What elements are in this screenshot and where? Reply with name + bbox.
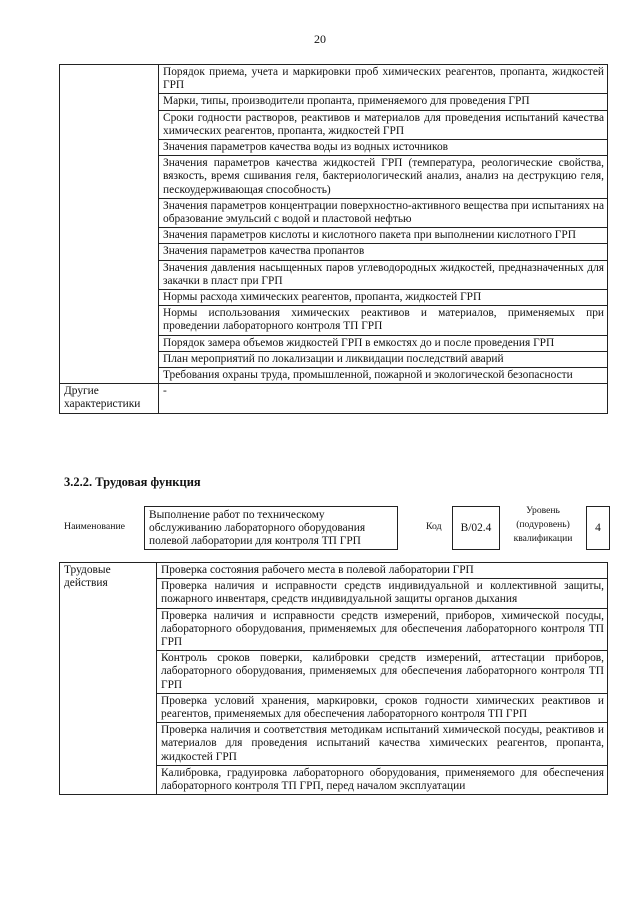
requirement-cell: План мероприятий по локализации и ликвидации последствий аварий bbox=[159, 351, 608, 367]
requirement-cell: Значения параметров кислоты и кислотного пакета при выполнении кислотного ГРП bbox=[159, 228, 608, 244]
requirement-cell: Нормы использования химических реактивов и материалов, применяемых при проведении лабораторного контроля ТП ГРП bbox=[159, 306, 608, 335]
level-label: Уровень (подуровень) квалификации bbox=[513, 505, 573, 544]
code-label: Код bbox=[426, 521, 442, 532]
requirement-cell: Значения давления насыщенных паров углеводородных жидкостей, предназначенных для закачки в пласт при ГРП bbox=[159, 260, 608, 289]
knowledge-table bbox=[59, 64, 608, 414]
requirement-cell: Значения параметров качества пропантов bbox=[159, 244, 608, 260]
requirement-cell: Нормы расхода химических реагентов, пропанта, жидкостей ГРП bbox=[159, 290, 608, 306]
requirement-cell: Требования охраны труда, промышленной, пожарной и экологической безопасности bbox=[159, 368, 608, 384]
actions-label: Трудовые действия bbox=[60, 563, 157, 795]
function-header bbox=[64, 500, 610, 558]
name-label: Наименование bbox=[64, 521, 126, 532]
knowledge-label-cell bbox=[60, 65, 159, 384]
other-characteristics-value: - bbox=[159, 384, 608, 413]
level-value: 4 bbox=[586, 506, 610, 550]
action-cell: Проверка наличия и исправности средств индивидуальной и коллективной защиты, пожарного инвентаря, средств индивидуальной защиты органов дыхания bbox=[157, 579, 608, 608]
other-characteristics-label: Другие характеристики bbox=[60, 384, 159, 413]
action-cell: Калибровка, градуировка лабораторного оборудования, применяемого для обеспечения лабораторного контроля ТП ГРП, перед началом эксплуатации bbox=[157, 765, 608, 794]
requirement-cell: Значения параметров качества воды из водных источников bbox=[159, 140, 608, 156]
requirement-cell: Порядок приема, учета и маркировки проб химических реагентов, пропанта, жидкостей ГРП bbox=[159, 65, 608, 94]
action-cell: Проверка наличия и соответствия методикам испытаний химической посуды, реактивов и материалов для проведения испытаний качества химических реагентов, пропанта, жидкостей ГРП bbox=[157, 723, 608, 766]
requirement-cell: Порядок замера объемов жидкостей ГРП в емкостях до и после проведения ГРП bbox=[159, 335, 608, 351]
requirement-cell: Марки, типы, производители пропанта, применяемого для проведения ГРП bbox=[159, 94, 608, 110]
action-cell: Контроль сроков поверки, калибровки средств измерений, аттестации приборов, лабораторного оборудования, применяемых для обеспечения лабораторного контроля ТП ГРП bbox=[157, 651, 608, 694]
action-cell: Проверка наличия и исправности средств измерений, приборов, химической посуды, лабораторного оборудования, применяемых для обеспечения лабораторного контроля ТП ГРП bbox=[157, 608, 608, 651]
page-number: 20 bbox=[314, 32, 326, 46]
section-heading: 3.2.2. Трудовая функция bbox=[64, 475, 201, 489]
requirement-cell: Значения параметров концентрации поверхностно-активного вещества при испытаниях на образование эмульсий с водой и пластовой нефтью bbox=[159, 198, 608, 227]
name-value: Выполнение работ по техническому обслуживанию лабораторного оборудования полевой лаборатории для контроля ТП ГРП bbox=[144, 506, 398, 550]
action-cell: Проверка условий хранения, маркировки, сроков годности химических реактивов и реагентов, применяемых для обеспечения лабораторного контроля ТП ГРП bbox=[157, 693, 608, 722]
requirement-cell: Значения параметров качества жидкостей ГРП (температура, реологические свойства, вязкость, время сшивания геля, бактериологический анализ, анализ на деструкцию геля, пескоудерживающая способность) bbox=[159, 156, 608, 199]
action-cell: Проверка состояния рабочего места в полевой лаборатории ГРП bbox=[157, 563, 608, 579]
code-value: В/02.4 bbox=[452, 506, 500, 550]
requirement-cell: Сроки годности растворов, реактивов и материалов для проведения испытаний качества химических реагентов, пропанта, жидкостей ГРП bbox=[159, 110, 608, 139]
actions-table bbox=[59, 562, 608, 795]
